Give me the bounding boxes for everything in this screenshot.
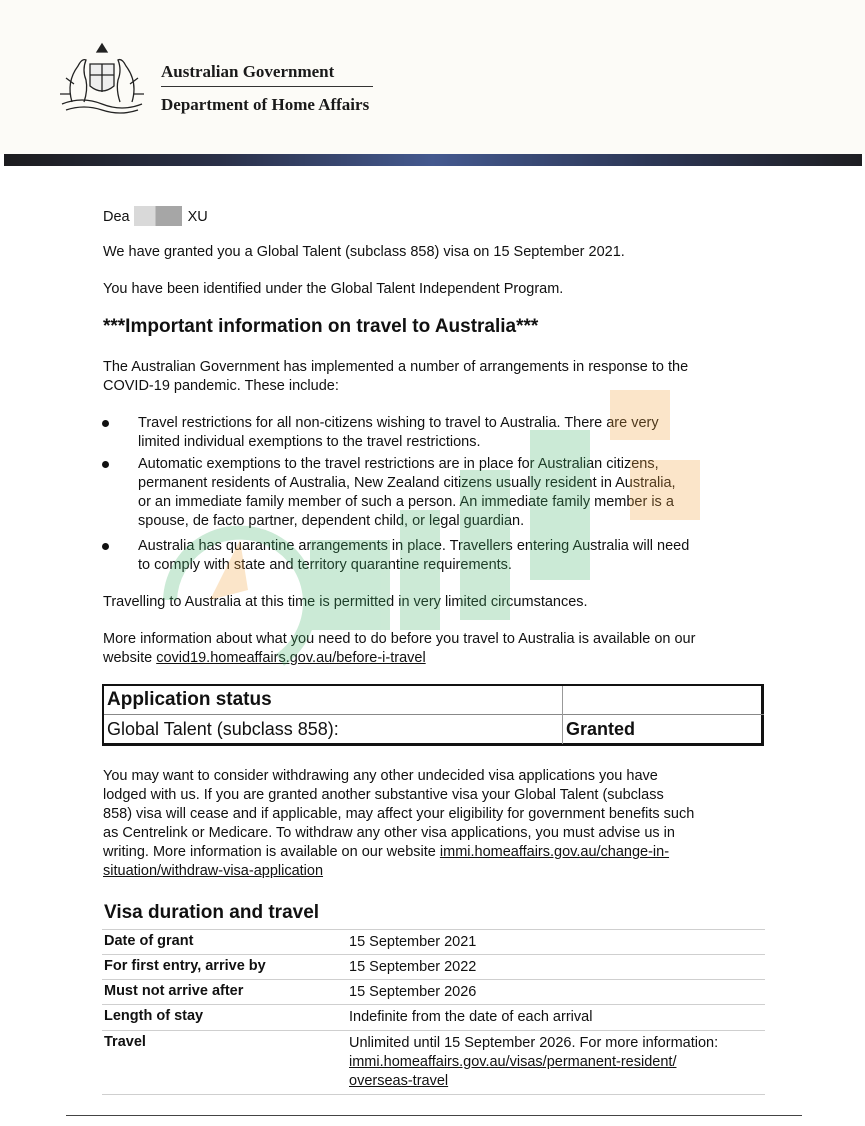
grant-statement: We have granted you a Global Talent (subclass 858) visa on 15 September 2021. bbox=[103, 244, 625, 260]
visa-duration-heading: Visa duration and travel bbox=[104, 902, 320, 923]
government-name: Australian Government bbox=[161, 62, 335, 81]
intro-line-1: The Australian Government has implemented a number of arrangements in response to the bbox=[103, 359, 689, 375]
row-key: Date of grant bbox=[104, 933, 194, 949]
bullet-2-line-3: or an immediate family member of such a person. An immediate family member is a bbox=[138, 494, 674, 510]
intro-line-2: COVID-19 pandemic. These include: bbox=[103, 378, 339, 394]
table-row bbox=[102, 1030, 765, 1095]
table-row bbox=[102, 954, 765, 979]
salutation bbox=[103, 206, 208, 227]
row-key: Must not arrive after bbox=[104, 983, 244, 999]
bullet-1-line-1: Travel restrictions for all non-citizens wishing to travel to Australia. There are very bbox=[138, 415, 659, 431]
table-row bbox=[102, 929, 765, 954]
withdraw-line-1: You may want to consider withdrawing any other undecided visa applications you have bbox=[103, 768, 658, 784]
withdraw-prefix: writing. More information is available on our website bbox=[103, 844, 440, 860]
row-key: Length of stay bbox=[104, 1008, 204, 1024]
row-value bbox=[349, 1034, 718, 1091]
bullet-2-line-2: permanent residents of Australia, New Zealand citizens usually resident in Australia, bbox=[138, 475, 676, 491]
letterhead-divider bbox=[161, 86, 373, 87]
visa-duration-table bbox=[102, 929, 765, 1095]
withdraw-link[interactable]: immi.homeaffairs.gov.au/change-in- bbox=[439, 844, 670, 860]
status-value: Granted bbox=[566, 719, 636, 739]
row-key: Travel bbox=[104, 1034, 146, 1050]
table-row bbox=[102, 1004, 765, 1030]
table-row bbox=[102, 979, 765, 1004]
withdraw-line-3: 858) visa will cease and if applicable, may affect your eligibility for government benefits such bbox=[103, 806, 695, 822]
withdraw-line-4: as Centrelink or Medicare. To withdraw any other visa applications, you must advise us in bbox=[103, 825, 675, 841]
status-column-divider bbox=[562, 686, 563, 744]
more-info-prefix: website bbox=[103, 650, 157, 666]
header-band bbox=[4, 154, 862, 166]
overseas-travel-link-continued[interactable]: overseas-travel bbox=[349, 1073, 449, 1089]
salutation-surname: XU bbox=[187, 209, 208, 225]
row-value: 15 September 2026 bbox=[349, 984, 477, 1000]
row-value: 15 September 2022 bbox=[349, 959, 477, 975]
row-value: Indefinite from the date of each arrival bbox=[349, 1009, 593, 1025]
row-key: For first entry, arrive by bbox=[104, 958, 266, 974]
withdraw-line-5 bbox=[103, 843, 669, 862]
department-name: Department of Home Affairs bbox=[161, 95, 370, 114]
bullet-2-line-4: spouse, de facto partner, dependent child, or legal guardian. bbox=[138, 513, 525, 529]
bullet-dot bbox=[102, 543, 109, 550]
bullet-dot bbox=[102, 461, 109, 468]
travel-heading: ***Important information on travel to Australia*** bbox=[103, 316, 539, 337]
bullet-3-line-1: Australia has quarantine arrangements in place. Travellers entering Australia will need bbox=[138, 538, 690, 554]
row-value: 15 September 2021 bbox=[349, 934, 477, 950]
status-heading: Application status bbox=[107, 689, 272, 710]
covid-travel-link[interactable]: covid19.homeaffairs.gov.au/before-i-travel bbox=[156, 650, 426, 666]
withdraw-link-continued[interactable]: situation/withdraw-visa-application bbox=[103, 863, 324, 879]
more-info-line-2 bbox=[103, 649, 426, 668]
footer-divider bbox=[66, 1115, 802, 1116]
travel-value-text: Unlimited until 15 September 2026. For more information: bbox=[349, 1035, 719, 1051]
redacted-name bbox=[134, 206, 182, 226]
withdraw-line-6 bbox=[103, 862, 323, 881]
overseas-travel-link[interactable]: immi.homeaffairs.gov.au/visas/permanent-resident/ bbox=[349, 1054, 677, 1070]
status-divider bbox=[104, 714, 764, 715]
status-label: Global Talent (subclass 858): bbox=[107, 719, 339, 739]
bullet-1-line-2: limited individual exemptions to the travel restrictions. bbox=[138, 434, 481, 450]
more-info-line-1: More information about what you need to do before you travel to Australia is available on our bbox=[103, 631, 696, 647]
bullet-2-line-1: Automatic exemptions to the travel restrictions are in place for Australian citizens, bbox=[138, 456, 659, 472]
bullet-dot bbox=[102, 420, 109, 427]
letterhead bbox=[0, 0, 865, 154]
salutation-prefix: Dea bbox=[103, 209, 130, 225]
program-statement: You have been identified under the Global Talent Independent Program. bbox=[103, 281, 564, 297]
travel-permitted: Travelling to Australia at this time is permitted in very limited circumstances. bbox=[103, 594, 588, 610]
coat-of-arms-icon bbox=[52, 38, 152, 116]
bullet-3-line-2: to comply with state and territory quarantine requirements. bbox=[138, 557, 512, 573]
withdraw-line-2: lodged with us. If you are granted another substantive visa your Global Talent (subclass bbox=[103, 787, 664, 803]
